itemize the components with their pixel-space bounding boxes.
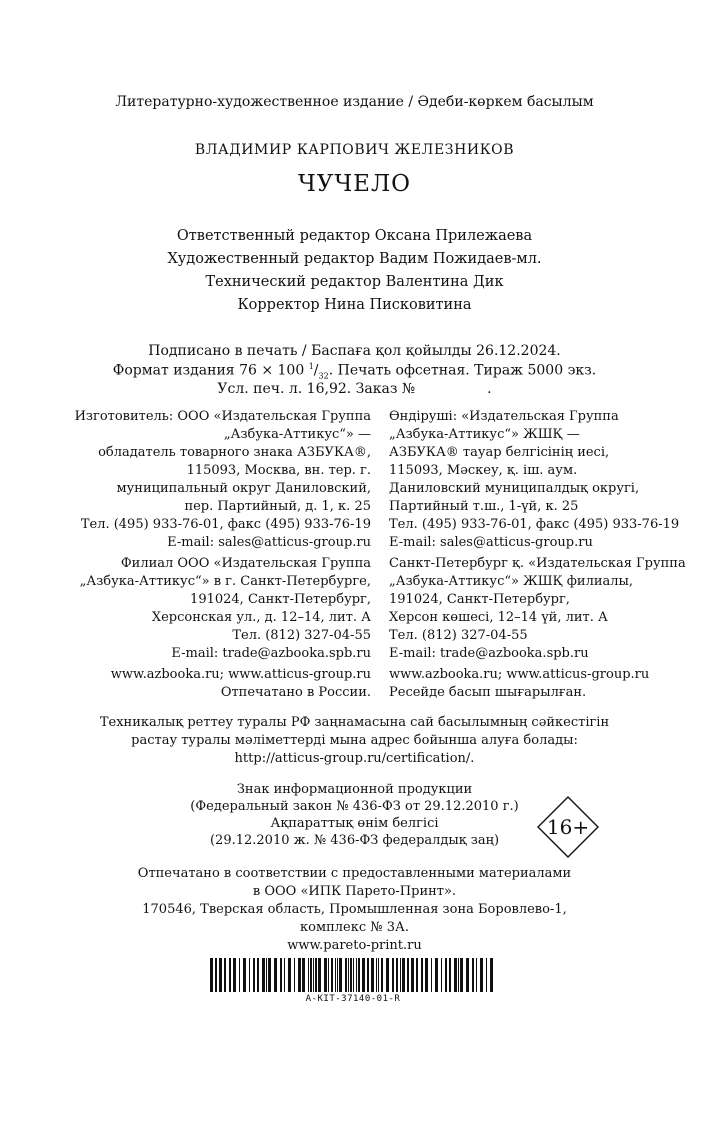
barcode-bar — [318, 958, 321, 992]
barcode-bar — [356, 958, 357, 992]
barcode — [210, 958, 496, 992]
barcode-bar — [288, 958, 291, 992]
barcode-bar — [454, 958, 457, 992]
age-rating-badge — [537, 796, 599, 858]
barcode-bar — [257, 958, 259, 992]
barcode-bar — [421, 958, 423, 992]
barcode-bar — [411, 958, 414, 992]
barcode-bar — [416, 958, 418, 992]
barcode-bar — [280, 958, 282, 992]
barcode-bar — [335, 958, 336, 992]
barcode-bar — [378, 958, 379, 992]
barcode-bar — [476, 958, 477, 992]
barcode-bar — [308, 958, 309, 992]
edition-type: Литературно-художественное издание / Әдеби-көркем басылым — [115, 94, 594, 110]
barcode-bar — [233, 958, 236, 992]
barcode-bar — [358, 958, 360, 992]
credit-line: Технический редактор Валентина Дик — [205, 274, 504, 290]
barcode-bar — [339, 958, 342, 992]
barcode-bar — [371, 958, 374, 992]
barcode-bar — [431, 958, 432, 992]
barcode-bar — [445, 958, 447, 992]
barcode-bar — [466, 958, 469, 992]
barcode-bar — [392, 958, 394, 992]
format-line: Формат издания 76 × 100 $^1/_{32}$. Печать офсетная. Тираж 5000 экз. — [112, 362, 597, 381]
barcode-bar — [396, 958, 398, 992]
barcode-bar — [253, 958, 255, 992]
barcode-bar — [435, 958, 438, 992]
barcode-bar — [345, 958, 347, 992]
barcode-bar — [337, 958, 338, 992]
manufacturer-ru: Изготовитель: ООО «Издательская Группа „Азбука-Аттикус“» — обладатель товарного знака АЗБУКА®, 115093, Москва, вн. тер. г. муниципальный округ Даниловский, пер. Партийный, д. 1, к. 25 Тел. (495) 933-76-01, факс (495) 933-76-19 E-mail: sales@atticus-group.ru — [74, 409, 371, 550]
branch-kz: Санкт-Петербург қ. «Издательская Группа „Азбука-Аттикус“» ЖШҚ филиалы, 191024, Санкт-Петербург, Херсон көшесі, 12–14 үй, лит. А Тел. (812) 327-04-55 E-mail: trade@azbooka.spb.ru — [389, 556, 686, 661]
barcode-bar — [313, 958, 314, 992]
barcode-bar — [310, 958, 312, 992]
barcode-bar — [331, 958, 333, 992]
barcode-bar — [274, 958, 277, 992]
barcode-bar — [268, 958, 271, 992]
barcode-bar — [350, 958, 352, 992]
barcode-bar — [262, 958, 265, 992]
barcode-bar — [407, 958, 409, 992]
author-name: ВЛАДИМИР КАРПОВИЧ ЖЕЛЕЗНИКОВ — [194, 142, 515, 158]
web-kz: www.azbooka.ru; www.atticus-group.ru Ресейде басып шығарылған. — [389, 667, 650, 700]
barcode-bar — [460, 958, 463, 992]
barcode-bar — [348, 958, 349, 992]
barcode-bar — [402, 958, 405, 992]
barcode-bar — [376, 958, 377, 992]
barcode-bar — [266, 958, 267, 992]
barcode-bar — [425, 958, 428, 992]
barcode-bar — [367, 958, 369, 992]
barcode-bar — [249, 958, 250, 992]
barcode-bar — [324, 958, 327, 992]
credit-line: Корректор Нина Писковитина — [237, 297, 472, 313]
barcode-bar — [215, 958, 217, 992]
credit-line: Художественный редактор Вадим Пожидаев-мл. — [167, 251, 542, 267]
barcode-bar — [294, 958, 295, 992]
branch-ru: Филиал ООО «Издательская Группа „Азбука-Аттикус“» в г. Санкт-Петербурге, 191024, Санкт-Петербург, Херсонская ул., д. 12–14, лит. А Тел. (812) 327-04-55 E-mail: trade@azbooka.spb.ru — [79, 556, 371, 661]
barcode-bar — [353, 958, 354, 992]
order-line: Усл. печ. л. 16,92. Заказ № . — [217, 381, 492, 397]
barcode-bar — [328, 958, 329, 992]
barcode-bar — [210, 958, 213, 992]
barcode-label: A-KIT-37140-01-R — [305, 994, 401, 1004]
barcode-bar — [224, 958, 226, 992]
signed-to-print: Подписано в печать / Баспаға қол қойылды 26.12.2024. — [148, 343, 561, 359]
barcode-bar — [239, 958, 240, 992]
barcode-bar — [381, 958, 383, 992]
barcode-bar — [486, 958, 487, 992]
age-rating-text: 16+ — [546, 815, 590, 839]
barcode-bar — [490, 958, 493, 992]
barcode-bar — [302, 958, 305, 992]
barcode-bar — [219, 958, 222, 992]
barcode-bar — [298, 958, 301, 992]
barcode-bar — [480, 958, 483, 992]
barcode-bar — [284, 958, 285, 992]
barcode-bar — [400, 958, 401, 992]
barcode-bar — [441, 958, 442, 992]
barcode-bar — [362, 958, 365, 992]
barcode-bar — [458, 958, 459, 992]
barcode-bar — [229, 958, 231, 992]
web-ru: www.azbooka.ru; www.atticus-group.ru Отпечатано в России. — [110, 667, 371, 700]
imprint-page: Литературно-художественное издание / Әдеби-көркем басылым ВЛАДИМИР КАРПОВИЧ ЖЕЛЕЗНИКОВ ЧУЧЕЛО Ответственный редактор Оксана Прилежаева Художественный редактор Вадим Пожидаев-мл. Технический редактор Валентина Дик Корректор Нина Писковитина Подписано в печать / Баспаға қол қойылды 26.12.2024. Формат издания 76 × 100 $^1/_{32}$. Печать офсетная. Тираж 5000 экз. Усл. печ. л. 16,92. Заказ № . Изготовитель: ООО «Издательская Группа „Азбука-Аттикус“» — обладатель товарного знака АЗБУКА®, 115093, Москва, вн. тер. г. муниципальный округ Даниловский, пер. Партийный, д. 1, к. 25 Тел. (495) 933-76-01, факс (495) 933-76-19 E-mail: sales@atticus-group.ru Өндіруші: «Издательская Группа „Азбука-Аттикус“» ЖШҚ — АЗБУКА® тауар белгісінің иесі, 115093, Мәскеу, қ. іш. аум. Даниловский муниципалдық округі, Партийный т.ш., 1-үй, к. 25 Тел. (495) 933-76-01, факс (495) 933-76-19 E-mail: sales@atticus-group.ru Филиал ООО «Издательская Группа „Азбука-Аттикус“» в г. Санкт-Петербурге, 191024, Санкт-Петербург, Херсонская ул., д. 12–14, лит. А Тел. (812) 327-04-55 E-mail: trade@azbooka.spb.ru Санкт-Петербург қ. «Издательская Группа „Азбука-Аттикус“» ЖШҚ филиалы, 191024, Санкт-Петербург, Херсон көшесі, 12–14 үй, лит. А Тел. (812) 327-04-55 E-mail: trade@azbooka.spb.ru www.azbooka.ru; www.atticus-group.ru Отпечатано в России. www.azbooka.ru; www.atticus-group.ru Ресейде басып шығарылған. Техникалық реттеу туралы РФ заңнамасына сай басылымның сәйкестігін растау туралы мәліметтерді мына адрес бойынша алуға болады: http://atticus-group.ru/certification/. Знак информационной продукции (Федеральный закон № 436-ФЗ от 29.12.2010 г.) Ақпараттық өнім белгісі (29.12.2010 ж. № 436-ФЗ федералдық заң) 16+ Отпечатано в соответствии с предоставленными материалами в ООО «ИПК Парето-Принт». 170546, Тверская область, Промышленная зона Боровлево-1, комплекс № 3А. www.pareto-print.ru A-KIT-37140-01-R — [0, 0, 709, 1122]
barcode-bar — [449, 958, 451, 992]
barcode-bar — [315, 958, 317, 992]
barcode-bar — [243, 958, 246, 992]
credit-line: Ответственный редактор Оксана Прилежаева — [176, 228, 533, 244]
barcode-bar — [472, 958, 474, 992]
book-title: ЧУЧЕЛО — [297, 171, 411, 197]
manufacturer-kz: Өндіруші: «Издательская Группа „Азбука-Аттикус“» ЖШҚ — АЗБУКА® тауар белгісінің иесі, 115093, Мәскеу, қ. іш. аум. Даниловский муниципалдық округі, Партийный т.ш., 1-үй, к. 25 Тел. (495) 933-76-01, факс (495) 933-76-19 E-mail: sales@atticus-group.ru — [389, 409, 680, 550]
barcode-bar — [386, 958, 389, 992]
